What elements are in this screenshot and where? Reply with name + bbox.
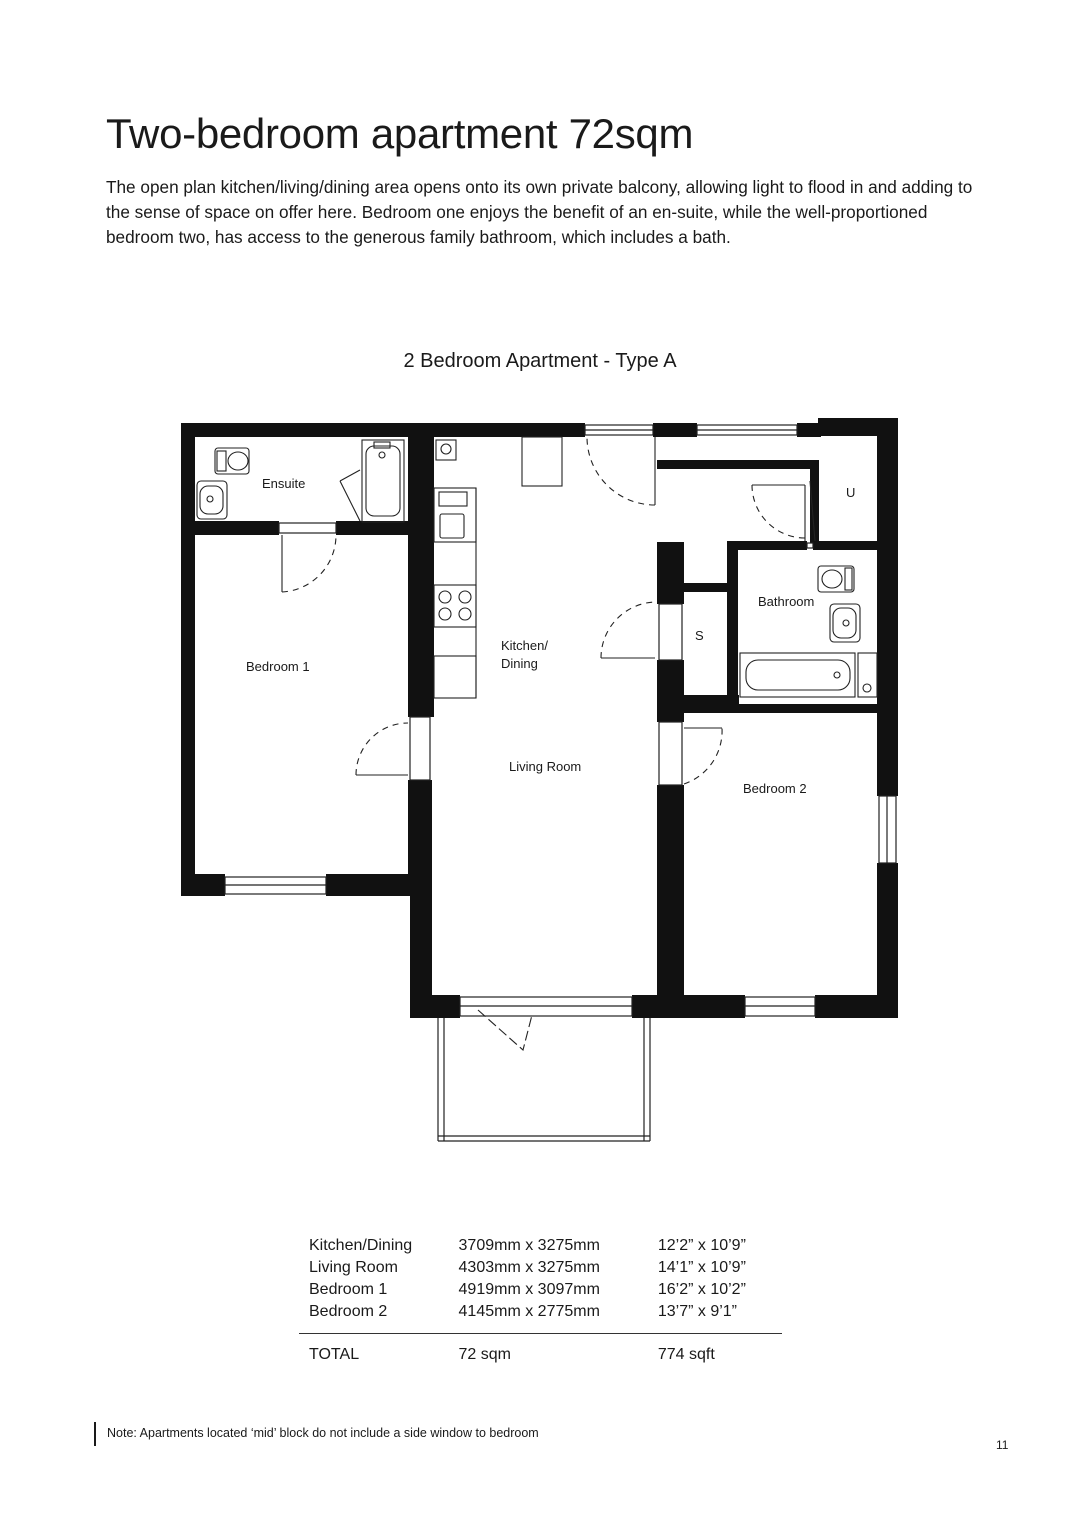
table-row bbox=[299, 1301, 782, 1334]
room-imperial: 13’7” x 9’1” bbox=[657, 1303, 737, 1320]
label-bedroom-1: Bedroom 1 bbox=[246, 659, 310, 674]
balcony bbox=[438, 1018, 650, 1141]
total-label: TOTAL bbox=[299, 1334, 459, 1367]
room-metric: 4919mm x 3097mm bbox=[458, 1281, 600, 1298]
room-name: Bedroom 2 bbox=[309, 1303, 388, 1320]
table-row bbox=[299, 1235, 782, 1257]
floorplan-title: 2 Bedroom Apartment - Type A bbox=[403, 350, 677, 372]
room-imperial: 16’2” x 10’2” bbox=[657, 1281, 746, 1298]
label-storage: S bbox=[695, 628, 704, 643]
label-utility: U bbox=[846, 485, 856, 500]
total-row bbox=[299, 1334, 782, 1367]
room-name: Kitchen/Dining bbox=[309, 1237, 413, 1254]
total-imperial: 774 sqft bbox=[658, 1334, 782, 1367]
room-name: Living Room bbox=[309, 1259, 398, 1276]
table-row bbox=[299, 1279, 782, 1301]
table-row bbox=[299, 1257, 782, 1279]
walls bbox=[181, 418, 898, 1018]
label-kitchen-dining-line1: Kitchen/ bbox=[501, 638, 548, 653]
room-metric: 4303mm x 3275mm bbox=[458, 1259, 600, 1276]
room-name: Bedroom 1 bbox=[309, 1281, 388, 1298]
page-number: 11 bbox=[996, 1438, 1009, 1452]
page-title: Two-bedroom apartment 72sqm bbox=[106, 110, 694, 157]
label-bedroom-2: Bedroom 2 bbox=[743, 781, 807, 796]
room-metric: 4145mm x 2775mm bbox=[458, 1303, 600, 1320]
room-imperial: 14’1” x 10’9” bbox=[657, 1259, 746, 1276]
intro-paragraph: The open plan kitchen/living/dining area opens onto its own private balcony, allowing light to flood in and adding to the sense of space on offer here. Bedroom one enjoys the benefit of an en-suite, while the well-proportioned bedroom two, has access to the generous family bathroom, which includes a bath. bbox=[106, 177, 973, 247]
windows bbox=[225, 425, 896, 1016]
label-bathroom: Bathroom bbox=[758, 594, 815, 609]
label-ensuite: Ensuite bbox=[262, 476, 306, 491]
label-kitchen-dining-line2: Dining bbox=[501, 656, 538, 671]
room-dimensions-table bbox=[299, 1235, 782, 1366]
total-metric: 72 sqm bbox=[459, 1334, 658, 1367]
room-imperial: 12’2” x 10’9” bbox=[657, 1237, 746, 1254]
footnote: Note: Apartments located ‘mid’ block do not include a side window to bedroom bbox=[107, 1426, 539, 1440]
label-living-room: Living Room bbox=[509, 759, 582, 774]
room-metric: 3709mm x 3275mm bbox=[458, 1237, 600, 1254]
note-marker bbox=[94, 1422, 96, 1446]
